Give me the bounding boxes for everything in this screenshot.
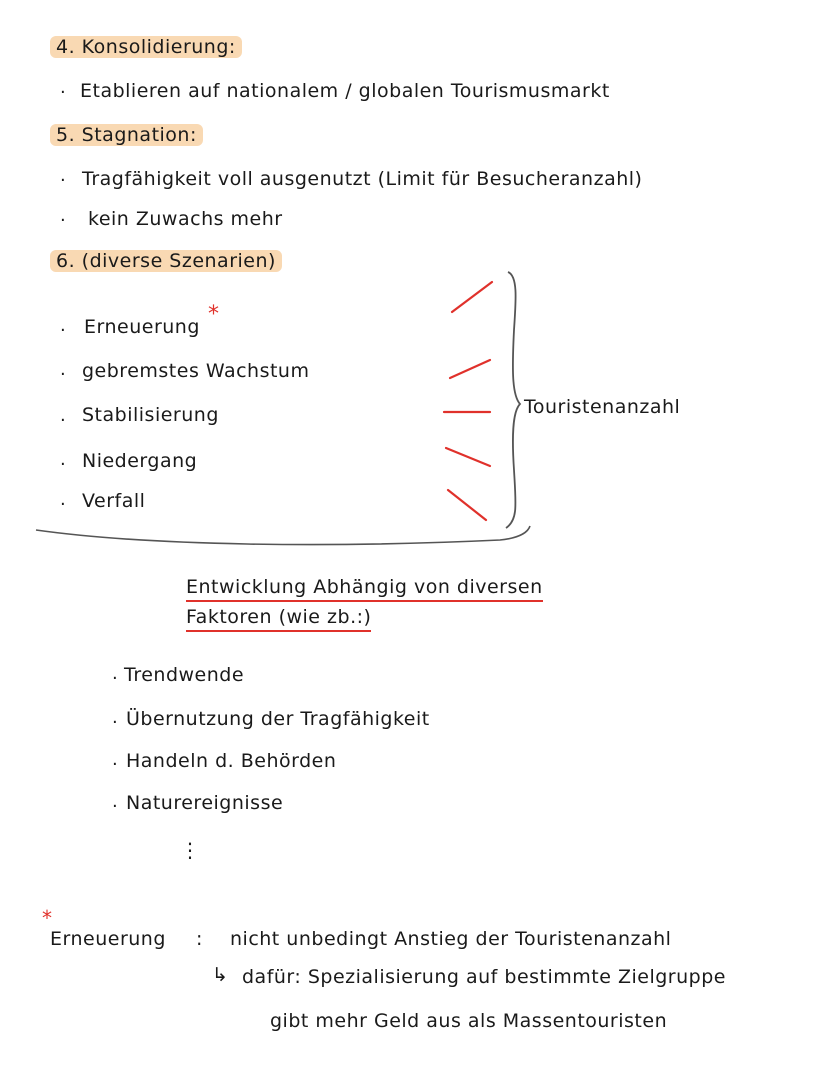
note-line-2: dafür: Spezialisierung auf bestimmte Zielgruppe xyxy=(242,966,726,988)
szenario-item-verfall: Verfall xyxy=(82,490,146,512)
factor-trendwende: Trendwende xyxy=(124,664,245,686)
szenario-item-gebremstes-wachstum: gebremstes Wachstum xyxy=(82,360,310,382)
bullet-dot: · xyxy=(112,796,118,817)
note-star-marker: * xyxy=(42,906,53,930)
note-line-1: nicht unbedingt Anstieg der Touristenanzahl xyxy=(230,928,672,950)
factor-behoerden: Handeln d. Behörden xyxy=(126,750,337,772)
szenario-item-niedergang: Niedergang xyxy=(82,450,198,472)
arrow-icon: ↳ xyxy=(212,964,229,986)
note-colon: : xyxy=(196,928,203,950)
dependence-line-2-text: Faktoren (wie zb.:) xyxy=(186,606,371,632)
bullet-dot: · xyxy=(60,454,66,475)
stagnation-bullet-2: kein Zuwachs mehr xyxy=(88,208,283,230)
szenario-item-stabilisierung: Stabilisierung xyxy=(82,404,219,426)
trend-mark-falling-steep xyxy=(448,490,486,520)
dependence-line-1-text: Entwicklung Abhängig von diversen xyxy=(186,576,543,602)
bullet-dot: · xyxy=(60,170,66,191)
factor-uebernutzung: Übernutzung der Tragfähigkeit xyxy=(126,708,430,730)
heading-stagnation: 5. Stagnation: xyxy=(50,124,203,146)
bullet-dot: · xyxy=(112,754,118,775)
bullet-dot: · xyxy=(112,712,118,733)
trend-mark-rising-slow xyxy=(450,360,490,378)
szenario-item-erneuerung: Erneuerung xyxy=(84,316,200,338)
dependence-line-1 xyxy=(186,576,543,598)
bullet-dot: · xyxy=(60,364,66,385)
brace-label: Touristenanzahl xyxy=(524,396,681,418)
trend-mark-rising-steep xyxy=(452,282,492,312)
dependence-line-2 xyxy=(186,606,371,628)
bullet-dot: · xyxy=(112,668,118,689)
stagnation-bullet-1: Tragfähigkeit voll ausgenutzt (Limit für Besucheranzahl) xyxy=(82,168,643,190)
note-line-3: gibt mehr Geld aus als Massentouristen xyxy=(270,1010,668,1032)
bullet-dot: · xyxy=(60,494,66,515)
heading-szenarien: 6. (diverse Szenarien) xyxy=(50,250,282,272)
factor-naturereignisse: Naturereignisse xyxy=(126,792,284,814)
curly-brace xyxy=(506,272,520,528)
konsolidierung-text: Etablieren auf nationalem / globalen Tourismusmarkt xyxy=(80,80,610,102)
section-swoosh xyxy=(36,526,530,545)
ellipsis-more: ⋮ xyxy=(180,838,201,862)
star-marker: * xyxy=(208,302,220,327)
bullet-dot: · xyxy=(60,320,66,341)
note-term: Erneuerung xyxy=(50,928,166,950)
trend-mark-falling-slow xyxy=(446,448,490,466)
bullet-dot: · xyxy=(60,410,66,431)
bullet-dot: · xyxy=(60,82,66,103)
bullet-dot: · xyxy=(60,210,66,231)
heading-konsolidierung: 4. Konsolidierung: xyxy=(50,36,242,58)
